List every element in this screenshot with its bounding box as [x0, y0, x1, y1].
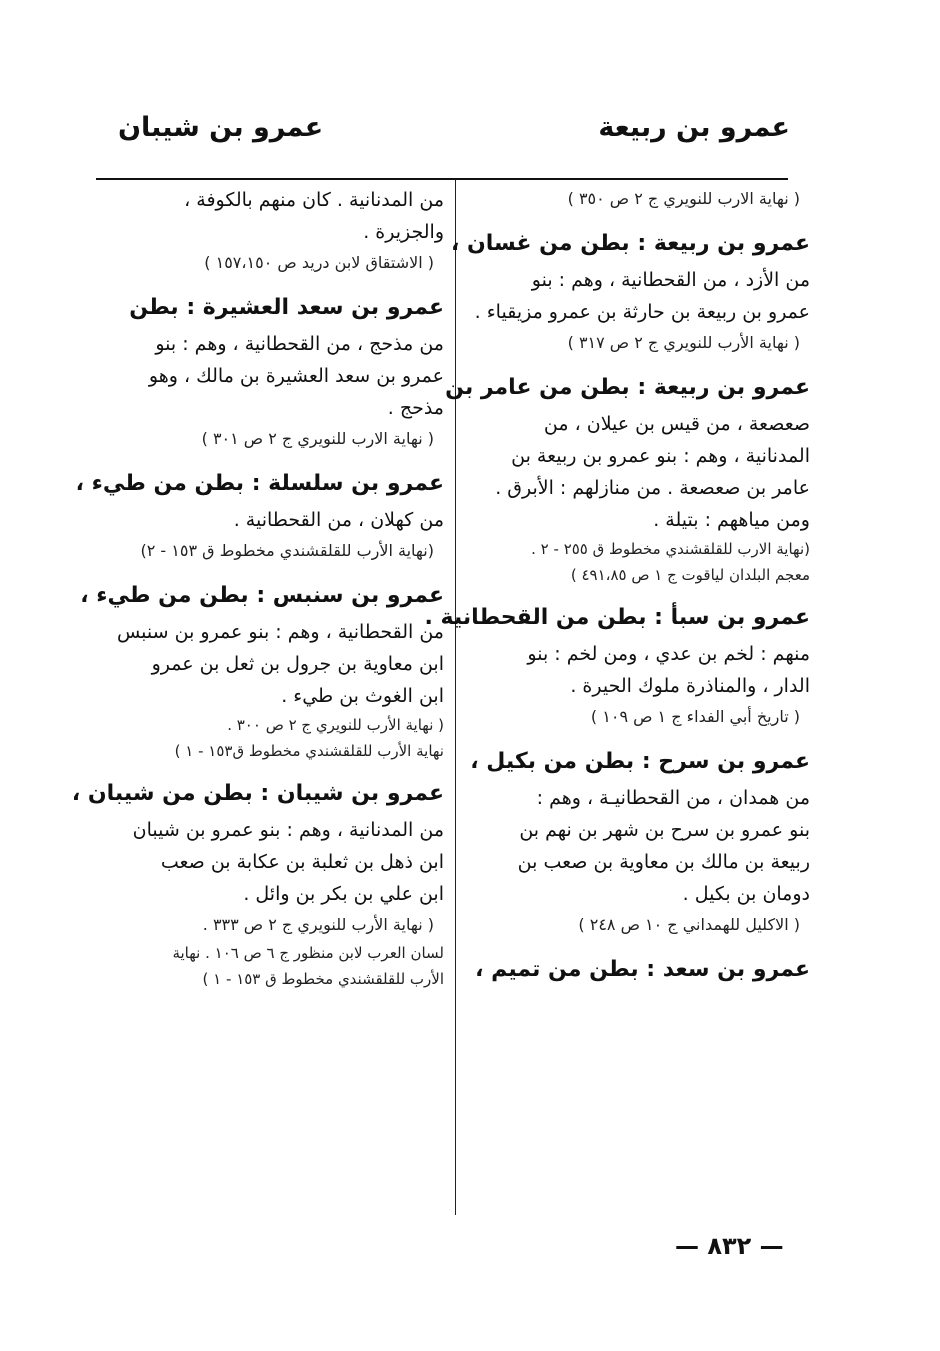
citation-line: ( نهاية الارب للنويري ج ٢ ص ٣٠١ )	[201, 429, 434, 448]
text-line: والجزيرة .	[363, 221, 444, 243]
entry-heading: عمرو بن سلسلة : بطن من طيء ،	[75, 471, 444, 496]
entry-heading: عمرو بن سرح : بطن من بكيل ،	[470, 749, 810, 774]
header-rule	[96, 178, 788, 180]
entry-heading: عمرو بن سبأ : بطن من القحطانية .	[424, 605, 810, 630]
citation-line: ( نهاية الارب للنويري ج ٢ ص ٣٥٠ )	[567, 189, 800, 208]
right-column	[424, 184, 810, 990]
left-column	[71, 184, 444, 992]
citation-line: (نهاية الأرب للقلقشندي مخطوط ق ١٥٣ - ٢)	[140, 541, 434, 560]
text-line: صعصعة ، من قيس بن عيلان ، من	[543, 413, 810, 435]
text-line: منهم : لخم بن عدي ، ومن لخم : بنو	[527, 643, 810, 665]
text-line: من الأزد ، من القحطانية ، وهم : بنو	[531, 269, 810, 291]
text-line: من المدنانية . كان منهم بالكوفة ،	[184, 189, 444, 211]
citation-line: ( الاكليل للهمداني ج ١٠ ص ٢٤٨ )	[578, 915, 800, 934]
citation-line: ( نهاية الأرب للنويري ج ٢ ص ٣١٧ )	[567, 333, 800, 352]
text-line: من كهلان ، من القحطانية .	[233, 509, 444, 531]
text-line: مذحج .	[387, 397, 444, 419]
entry-heading: عمرو بن سعد : بطن من تميم ،	[475, 957, 810, 982]
citation-line: الأرب للقلقشندي مخطوط ق ١٥٣ - ١ )	[202, 970, 444, 988]
citation-line: ( نهاية الأرب للنويري ج ٢ ص ٣٣٣ .	[202, 915, 434, 934]
citation-line: ( نهاية الأرب للنويري ج ٢ ص ٣٠٠ .	[227, 716, 444, 734]
text-line: من مذحج ، من القحطانية ، وهم : بنو	[155, 333, 444, 355]
text-line: ابن الغوث بن طيء .	[281, 685, 444, 707]
text-line: دومان بن بكيل .	[682, 883, 810, 905]
running-header	[90, 112, 790, 162]
entry-heading: عمرو بن ربيعة : بطن من عامر بن	[445, 375, 810, 400]
entry-heading: عمرو بن سنبس : بطن من طيء ،	[80, 583, 444, 608]
entry-heading: عمرو بن شيبان : بطن من شيبان ،	[71, 781, 444, 806]
text-line: من همدان ، من القحطانيـة ، وهم :	[536, 787, 810, 809]
citation-line: ( الاشتقاق لابن دريد ص ١٥٧،١٥٠ )	[204, 253, 434, 272]
header-title-left: عمرو بن شيبان	[118, 112, 324, 143]
citation-line: لسان العرب لابن منظور ج ٦ ص ١٠٦ . نهاية	[172, 944, 444, 962]
text-line: المدنانية ، وهم : بنو عمرو بن ربيعة بن	[511, 445, 810, 467]
entry-heading: عمرو بن سعد العشيرة : بطن	[129, 295, 444, 320]
header-title-right: عمرو بن ربيعة	[598, 112, 790, 143]
entry-heading: عمرو بن ربيعة : بطن من غسان ،	[451, 231, 810, 256]
text-line: ابن ذهل بن ثعلبة بن عكابة بن صعب	[160, 851, 444, 873]
text-line: عامر بن صعصعة . من منازلهم : الأبرق .	[495, 477, 810, 499]
text-line: بنو عمرو بن سرح بن شهر بن نهم بن	[519, 819, 810, 841]
text-line: عمرو بن سعد العشيرة بن مالك ، وهو	[148, 365, 444, 387]
text-line: ابن معاوية بن جرول بن ثعل بن عمرو	[151, 653, 444, 675]
citation-line: معجم البلدان لياقوت ج ١ ص ٤٩١،٨٥ )	[570, 566, 810, 584]
citation-line: (نهاية الارب للقلقشندي مخطوط ق ٢٥٥ - ٢ .	[531, 540, 810, 558]
text-line: الدار ، والمناذرة ملوك الحيرة .	[570, 675, 810, 697]
citation-line: نهاية الأرب للقلقشندي مخطوط ق١٥٣ - ١ )	[174, 742, 444, 760]
text-line: ابن علي بن بكر بن وائل .	[243, 883, 444, 905]
column-divider	[455, 180, 456, 1215]
text-line: عمرو بن ربيعة بن حارثة بن عمرو مزيقياء .	[474, 301, 810, 323]
text-line: ومن مياههم : بتيلة .	[653, 509, 810, 531]
text-line: من المدنانية ، وهم : بنو عمرو بن شيبان	[132, 819, 444, 841]
page-number: — ٨٣٢ —	[675, 1232, 784, 1260]
text-line: ربيعة بن مالك بن معاوية بن صعب بن	[517, 851, 810, 873]
text-line: من القحطانية ، وهم : بنو عمرو بن سنبس	[116, 621, 444, 643]
citation-line: ( تاريخ أبي الفداء ج ١ ص ١٠٩ )	[590, 707, 800, 726]
